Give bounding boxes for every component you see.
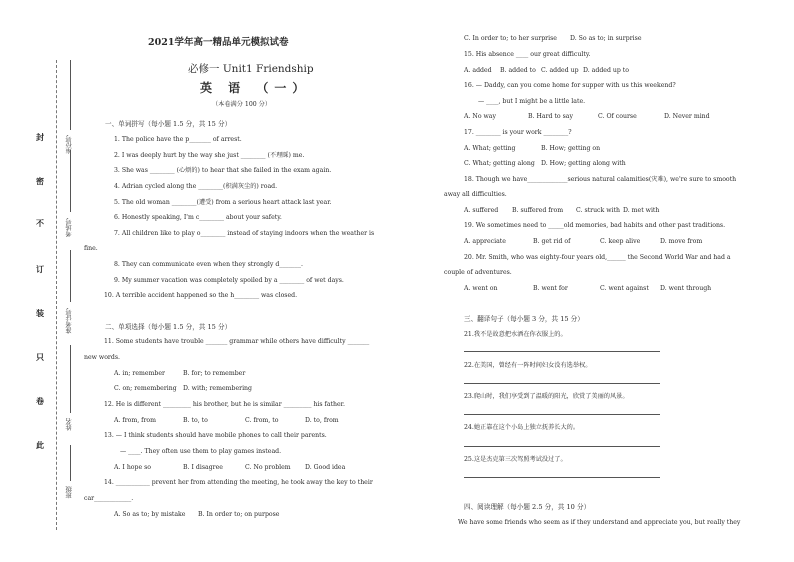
option: B. added to (500, 67, 536, 74)
option: A. added (464, 67, 492, 74)
question-continuation: car____________. (84, 495, 134, 502)
answer-line[interactable] (464, 351, 660, 352)
option: D. How; getting along with (541, 160, 626, 167)
answer-line[interactable] (464, 414, 660, 415)
option: C. keep alive (600, 238, 641, 245)
option: D. met with (623, 207, 660, 214)
class-label: 班级 (65, 486, 73, 499)
seal-char: 密 (36, 176, 44, 186)
question-continuation: couple of adventures. (444, 269, 512, 276)
option: C. No problem (245, 464, 291, 471)
option: B. How; getting on (541, 145, 601, 152)
seal-char: 封 (36, 132, 44, 142)
seal-char: 装 (36, 308, 44, 318)
question: 6. Honestly speaking, I'm c________ about your safety. (114, 214, 282, 221)
option: B. to, to (183, 417, 208, 424)
translation-item: 23.爬山时，我们享受到了温暖的阳光，欣赏了美丽的风景。 (464, 393, 629, 400)
question: 17. ________ is your work ________? (464, 129, 572, 136)
seal-char: 此 (36, 440, 44, 450)
option: A. in; remember (114, 370, 166, 377)
question: 4. Adrian cycled along the ________(积满灰尘的) road. (114, 183, 278, 190)
name-field[interactable] (70, 345, 71, 413)
question: 18. Though we have_____________serious natural calamities(灾难), we're sure to smooth (464, 176, 737, 183)
option: C. added up (541, 67, 579, 74)
question-continuation: new words. (84, 354, 120, 361)
question: 15. His absence ____ our great difficulty. (464, 51, 591, 58)
option: B. suffered from (512, 207, 564, 214)
answer-line[interactable] (464, 446, 660, 447)
name-label: 姓名 (65, 418, 73, 431)
question-continuation: fine. (84, 245, 98, 252)
option: A. went on (464, 285, 498, 292)
reading-passage: We have some friends who seem as if they understand and appreciate you, but really they (458, 519, 741, 526)
seal-char: 不 (36, 218, 44, 228)
translation-item: 25.这是杰克第三次驾照考试没过了。 (464, 456, 567, 463)
option: C. from, to (245, 417, 279, 424)
option: D. Never mind (664, 113, 710, 120)
question: 13. — I think students should have mobile phones to call their parents. (104, 432, 327, 439)
option: C. on; remembering (114, 385, 177, 392)
question: 10. A terrible accident happened so the h________ was closed. (104, 292, 298, 299)
translation-item: 22.在美国，曾经有一阵时间妇女没有选举权。 (464, 362, 592, 369)
seal-char: 卷 (36, 396, 44, 406)
option: A. suffered (464, 207, 499, 214)
option: D. to, from (305, 417, 339, 424)
class-field[interactable] (70, 445, 71, 481)
section3-title: 三、翻译句子（每小题 3 分，共 15 分） (464, 315, 584, 323)
question: 19. We sometimes need to _____old memories, bad habits and other past traditions. (464, 222, 726, 229)
question-continuation: — ____, but I might be a little late. (478, 98, 586, 105)
option: D. added up to (583, 67, 629, 74)
binding-line (56, 60, 57, 530)
option: B. went for (533, 285, 568, 292)
option: C. went against (600, 285, 649, 292)
option: C. Of course (598, 113, 637, 120)
option: A. What; getting (464, 145, 516, 152)
question: 14. ___________ prevent her from attending the meeting, he took away the key to their (104, 479, 373, 486)
subject-title: 英 语 （一） (200, 81, 311, 95)
question-continuation: — ____. They often use them to play games instead. (120, 448, 282, 455)
section4-title: 四、阅读理解（每小题 2.5 分，共 10 分） (464, 503, 591, 511)
room-number-field[interactable] (70, 150, 71, 212)
question: 3. She was ________ (心烦的) to hear that she failed in the exam again. (114, 167, 332, 174)
option: B. get rid of (533, 238, 571, 245)
option: C. struck with (576, 207, 620, 214)
option: A. So as to; by mistake (114, 511, 186, 518)
seal-char: 只 (36, 352, 44, 362)
section1-title: 一、单词拼写（每小题 1.5 分，共 15 分） (105, 120, 232, 128)
section2-title: 二、单项选择（每小题 1.5 分，共 15 分） (105, 323, 232, 331)
option: B. Hard to say (528, 113, 573, 120)
question: 8. They can communicate even when they strongly d_______. (114, 261, 303, 268)
option: A. I hope so (114, 464, 152, 471)
exam-id-label: 准考证号 (65, 308, 73, 334)
question: 1. The police have the p_______ of arrest. (114, 136, 242, 143)
translation-item: 21.我不是故意把水洒在你衣服上的。 (464, 331, 567, 338)
question: 11. Some students have trouble _______ grammar while others have difficulty _______ (104, 338, 370, 345)
option: C. What; getting along (464, 160, 535, 167)
option: B. I disagree (183, 464, 223, 471)
answer-line[interactable] (464, 477, 660, 478)
option: A. from, from (114, 417, 157, 424)
exam-title: 2021学年高一精品单元模拟试卷 (148, 37, 289, 48)
option: D. with; remembering (183, 385, 252, 392)
question: 7. All children like to play o________ instead of staying indoors when the weather is (114, 230, 375, 237)
question: 2. I was deeply hurt by the way she just ________ (不理睬) me. (114, 152, 305, 159)
question: 9. My summer vacation was completely spoiled by a ________ of wet days. (114, 277, 344, 284)
question: 20. Mr. Smith, who was eighty-four years old,______ the Second World War and had a (464, 254, 731, 261)
option: D. Good idea (305, 464, 346, 471)
question: 5. The old woman ________(遭受) from a serious heart attack last year. (114, 199, 332, 206)
question: 12. He is different _________ his brother, but he is similar _________ his father. (104, 401, 345, 408)
question-continuation: away all difficulties. (444, 191, 507, 198)
translation-item: 24.她正靠在这个小岛上独立抚养长大的。 (464, 424, 580, 431)
option: C. In order to; to her surprise (464, 35, 557, 42)
option: A. No way (464, 113, 496, 120)
room-number-label: 考场号 (65, 218, 73, 238)
option: B. In order to; on purpose (198, 511, 280, 518)
score-note: （本卷满分 100 分） (212, 101, 272, 108)
seat-number-field[interactable] (70, 60, 71, 130)
option: D. move from (660, 238, 703, 245)
answer-line[interactable] (464, 383, 660, 384)
option: D. So as to; in surprise (570, 35, 642, 42)
exam-id-field[interactable] (70, 250, 71, 302)
option: D. went through (660, 285, 712, 292)
question: 16. — Daddy, can you come home for supper with us this weekend? (464, 82, 676, 89)
option: B. for; to remember (183, 370, 246, 377)
seal-char: 订 (36, 264, 44, 274)
option: A. appreciate (464, 238, 506, 245)
seat-number-label: 座位号 (65, 135, 73, 155)
unit-subtitle: 必修一 Unit1 Friendship (188, 63, 314, 75)
